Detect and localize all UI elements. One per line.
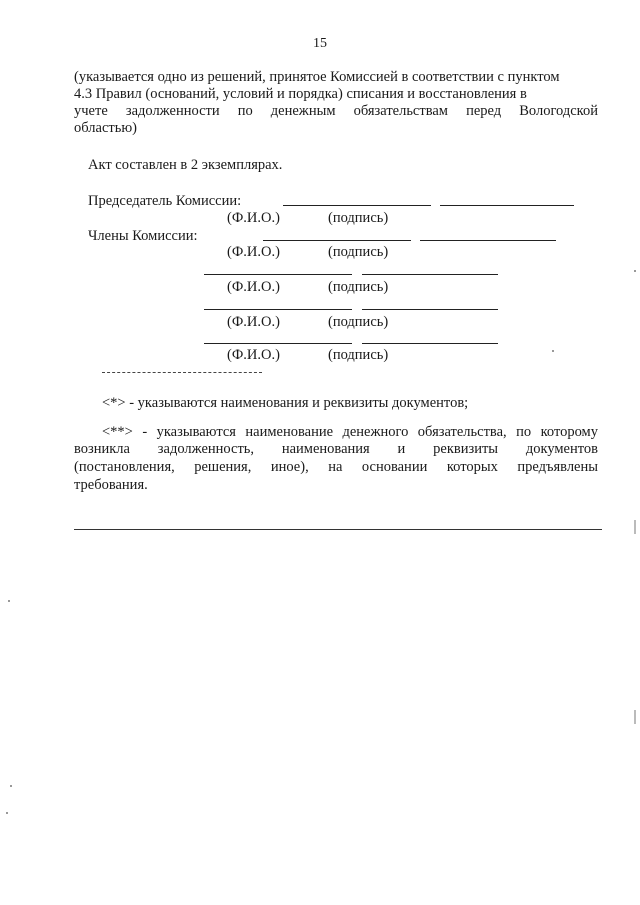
member-4-signature-caption: (подпись) [328, 347, 389, 363]
member-3-fio-caption: (Ф.И.О.) [227, 314, 280, 330]
chairman-signature-caption: (подпись) [328, 210, 389, 226]
footnote-2-line-4: требования. [74, 477, 148, 493]
footnote-separator [102, 372, 262, 373]
members-label: Члены Комиссии: [88, 228, 198, 244]
member-4-fio-caption: (Ф.И.О.) [227, 347, 280, 363]
member-2-signature-line [362, 274, 498, 275]
member-4-fio-line [204, 343, 352, 344]
footnote-2-line-3: (постановления, решения, иное), на основании которых предъявлены [74, 459, 598, 475]
scan-artifact [552, 350, 554, 352]
footnote-1: <*> - указываются наименования и реквизиты документов; [102, 395, 469, 411]
footnote-2-line-1: <**> - указываются наименование денежного обязательства, по которому [102, 424, 598, 440]
act-statement: Акт составлен в 2 экземплярах. [88, 157, 283, 173]
page-number: 15 [313, 36, 327, 51]
intro-line-4: областью) [74, 120, 137, 136]
scan-artifact [8, 600, 10, 602]
scan-artifact [634, 520, 636, 534]
member-2-fio-caption: (Ф.И.О.) [227, 279, 280, 295]
intro-line-3: учете задолженности по денежным обязательствам перед Вологодской [74, 103, 598, 119]
scan-artifact [634, 270, 636, 272]
member-1-signature-caption: (подпись) [328, 244, 389, 260]
member-4-signature-line [362, 343, 498, 344]
member-2-fio-line [204, 274, 352, 275]
member-2-signature-caption: (подпись) [328, 279, 389, 295]
footnote-2-line-2: возникла задолженность, наименования и реквизиты документов [74, 441, 598, 457]
chairman-signature-line [440, 205, 574, 206]
intro-line-1: (указывается одно из решений, принятое Комиссией в соответствии с пунктом [74, 69, 560, 85]
member-3-signature-caption: (подпись) [328, 314, 389, 330]
member-3-fio-line [204, 309, 352, 310]
scan-artifact [10, 785, 12, 787]
chairman-fio-line [283, 205, 431, 206]
bottom-rule [74, 529, 602, 530]
chairman-fio-caption: (Ф.И.О.) [227, 210, 280, 226]
member-1-fio-caption: (Ф.И.О.) [227, 244, 280, 260]
intro-line-2: 4.3 Правил (оснований, условий и порядка) списания и восстановления в [74, 86, 527, 102]
scan-artifact [6, 812, 8, 814]
chairman-label: Председатель Комиссии: [88, 193, 242, 209]
member-1-signature-line [420, 240, 556, 241]
scan-artifact [634, 710, 636, 724]
member-1-fio-line [263, 240, 411, 241]
member-3-signature-line [362, 309, 498, 310]
